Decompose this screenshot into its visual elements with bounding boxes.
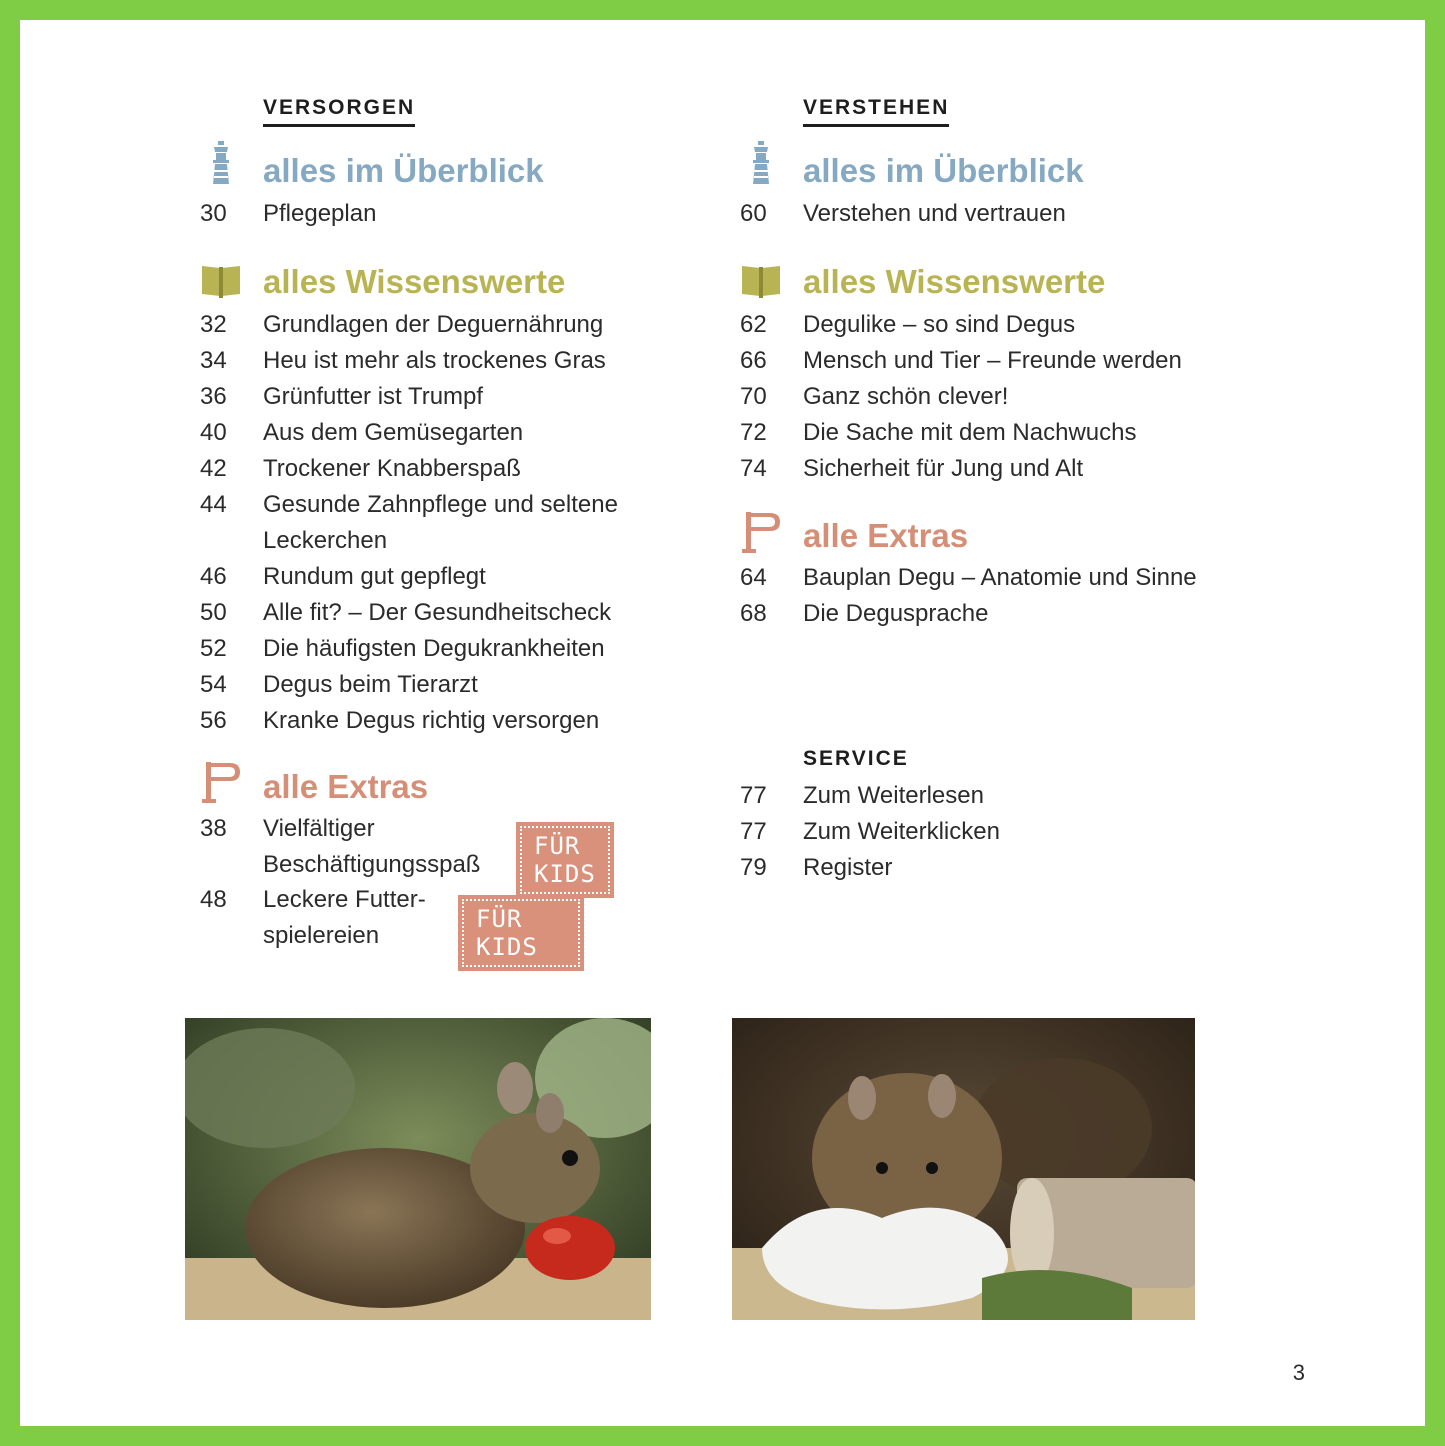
extras-heading: alle Extras (263, 768, 429, 805)
lighthouse-icon (740, 140, 782, 186)
entry-title: Die häufigsten Degukrankheiten (263, 635, 605, 662)
entry-title: Degus beim Tierarzt (263, 671, 478, 698)
entry-title: Zum Weiterlesen (803, 782, 984, 809)
page-num: 77 (740, 818, 767, 845)
lighthouse-icon (200, 140, 242, 186)
page-num: 60 (740, 200, 767, 227)
entry-title: Heu ist mehr als trockenes Gras (263, 347, 606, 374)
entry-title: Die Degusprache (803, 600, 989, 627)
entry-title: Register (803, 854, 893, 881)
photo-degu-eating-tomato (185, 1018, 651, 1320)
page-num: 42 (200, 455, 227, 482)
page-num: 56 (200, 707, 227, 734)
page-number: 3 (1292, 1360, 1305, 1385)
entry-title: Vielfältiger (263, 815, 375, 842)
entry-title: Gesunde Zahnpflege und seltene (263, 491, 618, 518)
page-num: 36 (200, 383, 227, 410)
entry-title: Alle fit? – Der Gesundheitscheck (263, 599, 612, 626)
page-num: 46 (200, 563, 227, 590)
entry-title: Grünfutter ist Trumpf (263, 383, 484, 410)
page-num: 68 (740, 600, 767, 627)
flag-icon (200, 760, 242, 806)
page-num: 70 (740, 383, 767, 410)
entry-title: Leckere Futter- (263, 886, 426, 913)
entry-title: Pflegeplan (263, 200, 377, 227)
knowledge-heading: alles Wissenswerte (263, 263, 566, 300)
overview-heading: alles im Überblick (263, 152, 544, 189)
flag-icon (740, 510, 782, 556)
section-title-versorgen: VERSORGEN (263, 96, 415, 127)
page-num: 77 (740, 782, 767, 809)
entry-title-line2: Beschäftigungsspaß (263, 851, 481, 878)
page-num: 50 (200, 599, 227, 626)
entry-title: Mensch und Tier – Freunde werden (803, 347, 1182, 374)
page-num: 32 (200, 311, 227, 338)
book-icon (740, 258, 782, 304)
fuer-kids-badge: FÜR KIDS (520, 826, 610, 894)
entry-title: Bauplan Degu – Anatomie und Sinne (803, 564, 1197, 591)
entry-title-line2: spielereien (263, 922, 380, 949)
section-title-service: SERVICE (803, 747, 909, 770)
entry-title-line2: Leckerchen (263, 527, 388, 554)
page-num: 40 (200, 419, 227, 446)
entry-title: Ganz schön clever! (803, 383, 1009, 410)
page-num: 62 (740, 311, 767, 338)
entry-title: Aus dem Gemüsegarten (263, 419, 524, 446)
fuer-kids-badge: FÜR KIDS (462, 899, 580, 967)
page-num: 38 (200, 815, 227, 842)
page-num: 72 (740, 419, 767, 446)
page-num: 34 (200, 347, 227, 374)
entry-title: Zum Weiterklicken (803, 818, 1000, 845)
photo-degu-with-paper (732, 1018, 1195, 1320)
page-num: 30 (200, 200, 227, 227)
entry-title: Kranke Degus richtig versorgen (263, 707, 600, 734)
overview-heading: alles im Überblick (803, 152, 1084, 189)
knowledge-heading: alles Wissenswerte (803, 263, 1106, 300)
entry-title: Die Sache mit dem Nachwuchs (803, 419, 1137, 446)
page-num: 54 (200, 671, 227, 698)
book-icon (200, 258, 242, 304)
section-title-verstehen: VERSTEHEN (803, 96, 949, 127)
entry-title: Verstehen und vertrauen (803, 200, 1066, 227)
page-num: 48 (200, 886, 227, 913)
page-num: 66 (740, 347, 767, 374)
entry-title: Rundum gut gepflegt (263, 563, 486, 590)
extras-heading: alle Extras (803, 517, 969, 554)
page-num: 74 (740, 455, 767, 482)
page-num: 79 (740, 854, 767, 881)
entry-title: Degulike – so sind Degus (803, 311, 1076, 338)
entry-title: Grundlagen der Deguernährung (263, 311, 604, 338)
page-num: 44 (200, 491, 227, 518)
page-num: 64 (740, 564, 767, 591)
page (20, 20, 1425, 1426)
page-num: 52 (200, 635, 227, 662)
entry-title: Sicherheit für Jung und Alt (803, 455, 1084, 482)
entry-title: Trockener Knabberspaß (263, 455, 521, 482)
